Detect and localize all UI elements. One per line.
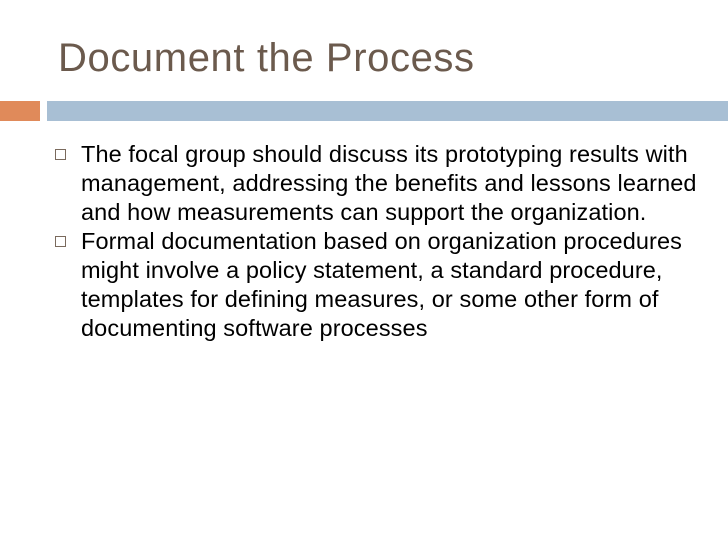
accent-bar-orange [0,101,40,121]
bullet-text: The focal group should discuss its prototyping results with management, addressing the benefits and lessons learned and how measurements can support the organization. [81,141,697,225]
bullet-text: Formal documentation based on organization procedures might involve a policy statement, a standard procedure, templates for defining measures, or some other form of documenting software processes [81,228,682,341]
square-bullet-icon [55,149,66,160]
accent-bar-blue [47,101,728,121]
square-bullet-icon [55,236,66,247]
bullet-item [55,140,705,227]
bullet-list [55,140,705,343]
bullet-item [55,227,705,343]
slide-title: Document the Process [58,36,475,80]
